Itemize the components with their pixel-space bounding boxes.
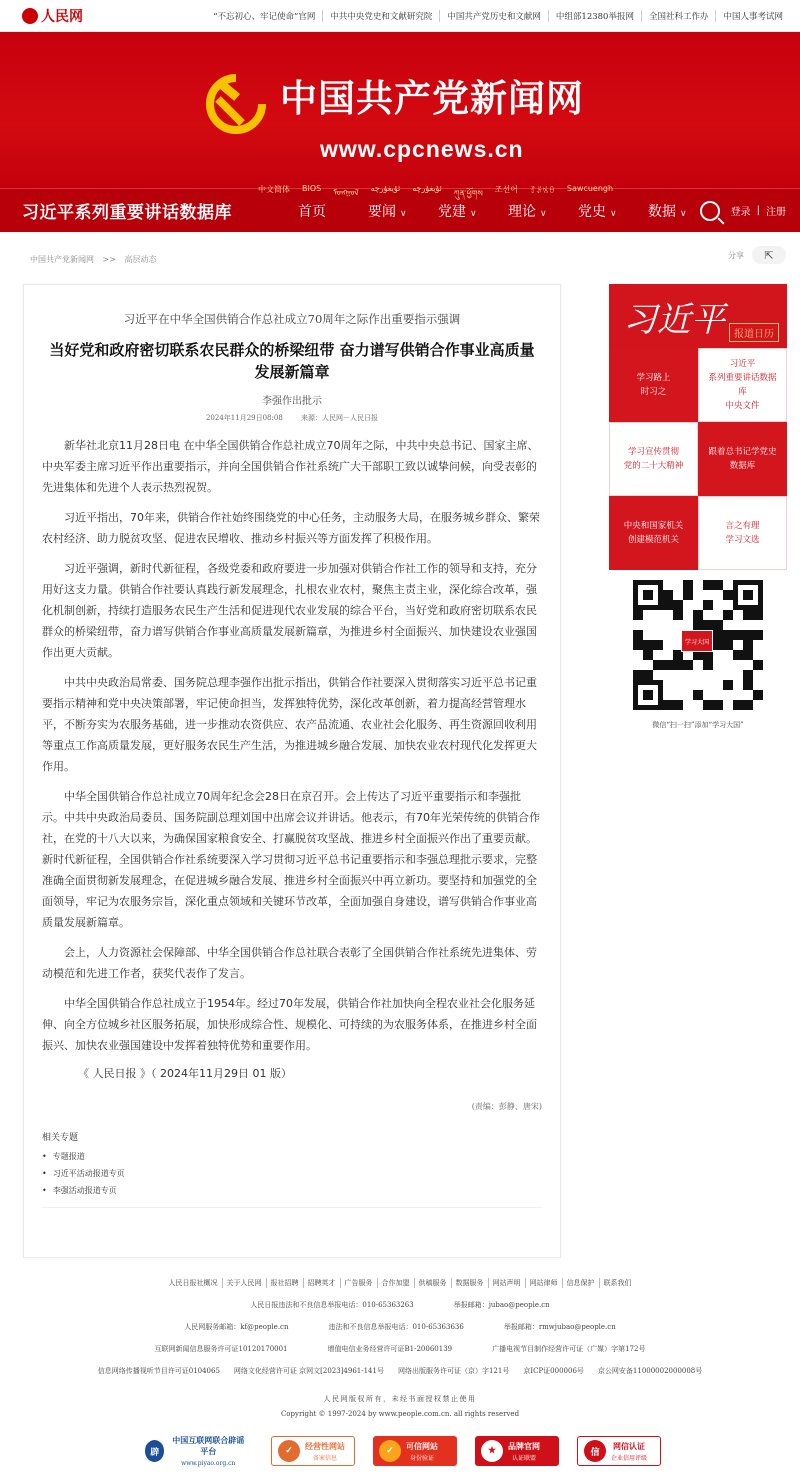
badge-icon: ★: [481, 1440, 503, 1462]
qr-module: [723, 600, 733, 610]
report-calendar-banner[interactable]: [609, 284, 787, 348]
party-emblem-icon: [204, 72, 268, 136]
qr-module: [753, 620, 763, 630]
qr-module: [693, 660, 703, 670]
breadcrumb-current[interactable]: 高层动态: [124, 255, 157, 264]
qr-module: [683, 680, 693, 690]
topic-tile[interactable]: [609, 496, 698, 570]
qr-module: [683, 580, 693, 590]
qr-finder: [733, 580, 763, 610]
qr-module: [713, 700, 723, 710]
topic-label: 习近平 系列重要讲话数据库 中央文件: [708, 359, 777, 411]
qr-module: [683, 600, 693, 610]
qr-module: [743, 700, 753, 710]
top-link[interactable]: 中国共产党历史和文献网: [439, 10, 548, 22]
top-links: [206, 10, 790, 22]
qr-module: [703, 600, 713, 610]
qr-module: [713, 590, 723, 600]
qr-module: [713, 580, 723, 590]
copyright-line: Copyright © 1997-2024 by www.people.com.cn. all rights reserved: [280, 1410, 520, 1418]
language-link[interactable]: 조선어: [494, 185, 518, 194]
illegal-mail: 举报邮箱：rmwjubao@people.cn: [503, 1323, 616, 1331]
qr-module: [743, 620, 753, 630]
banner-calligraphy: 习近平: [623, 300, 725, 340]
footer-link[interactable]: 供稿服务: [414, 1278, 451, 1288]
footer-link[interactable]: 合作加盟: [377, 1278, 414, 1288]
banner-tag: 报道日历: [729, 323, 779, 342]
badge-icon: 辟: [145, 1440, 164, 1462]
qr-module: [653, 670, 663, 680]
chevron-down-icon: ∨: [540, 208, 547, 219]
service-mail: 人民网服务邮箱：kf@people.cn: [184, 1323, 289, 1331]
qr-module: [753, 610, 763, 620]
footer-links: [0, 1278, 800, 1288]
nav-label: 数据: [648, 203, 676, 220]
qr-module: [723, 700, 733, 710]
badge-name: 可信网站: [406, 1440, 438, 1451]
divider: [42, 1207, 542, 1208]
top-bar: [0, 0, 800, 32]
qr-module: [733, 640, 743, 650]
article-subtitle: 李强作出批示: [262, 396, 322, 407]
footer-link[interactable]: 数据服务: [451, 1278, 488, 1288]
footer-license-row: [0, 1344, 800, 1354]
qr-module: [753, 670, 763, 680]
site-url: www.cpcnews.cn: [320, 136, 524, 162]
qr-module: [643, 640, 653, 650]
qr-module: [663, 590, 673, 600]
qr-module: [663, 650, 673, 660]
cac-badge[interactable]: [577, 1436, 661, 1466]
footer: [0, 1278, 800, 1466]
language-links: [258, 184, 613, 207]
qr-finder: [633, 680, 663, 710]
language-link[interactable]: BIOS: [302, 184, 322, 193]
qr-module: [723, 670, 733, 680]
qr-module: [743, 680, 753, 690]
qr-module: [743, 650, 753, 660]
qr-module: [683, 670, 693, 680]
qr-module: [673, 610, 683, 620]
qr-module: [733, 630, 743, 640]
breadcrumb: [30, 254, 157, 265]
language-link[interactable]: ꆈꌠꁱꂷ: [529, 186, 555, 195]
badge-sub: 备案信息: [312, 1454, 337, 1462]
qr-module: [673, 680, 683, 690]
share-button[interactable]: [752, 246, 786, 264]
qr-module: [753, 660, 763, 670]
qr-module: [753, 630, 763, 640]
qr-module: [663, 610, 673, 620]
logo-text: 人民网: [41, 8, 83, 25]
qr-module: [753, 640, 763, 650]
article-pretitle: 习近平在中华全国供销合作总社成立70周年之际作出重要指示强调: [123, 312, 461, 326]
qr-module: [713, 620, 723, 630]
qr-module: [643, 670, 653, 680]
qr-module: [753, 700, 763, 710]
qr-module: [673, 590, 683, 600]
qr-module: [693, 670, 703, 680]
qr-module: [673, 690, 683, 700]
footer-link[interactable]: 招聘英才: [303, 1278, 340, 1288]
footer-service-row: [0, 1322, 800, 1332]
qr-module: [653, 660, 663, 670]
qr-module: [683, 620, 693, 630]
chevron-down-icon: ∨: [680, 208, 687, 219]
footer-link[interactable]: 广告服务: [340, 1278, 377, 1288]
qr-module: [673, 660, 683, 670]
site-title: 中国共产党新闻网: [280, 77, 584, 120]
qr-module: [693, 580, 703, 590]
qr-module: [733, 700, 743, 710]
qr-module: [733, 690, 743, 700]
qr-module: [713, 600, 723, 610]
qr-module: [663, 580, 673, 590]
qr-module: [733, 610, 743, 620]
qr-module: [683, 660, 693, 670]
badge-icon: ✓: [278, 1440, 300, 1462]
qr-module: [743, 690, 753, 700]
qr-module: [633, 650, 643, 660]
qr-module: [633, 640, 643, 650]
related-list: [42, 1148, 542, 1199]
report-phone: 人民日报违法和不良信息举报电话：010-65363263: [250, 1301, 414, 1309]
license: 增值电信业务经营许可证B1-20060139: [327, 1345, 453, 1353]
login-link[interactable]: 登录: [730, 207, 751, 218]
copyright-notice: 人民网版权所有，未经书面授权禁止使用: [323, 1395, 477, 1403]
topic-label: 学习路上 时习之: [636, 373, 671, 397]
qr-module: [723, 620, 733, 630]
qr-module: [713, 610, 723, 620]
top-link[interactable]: 中国人事考试网: [715, 10, 790, 22]
nav-label: 党史: [578, 203, 606, 220]
qr-module: [653, 650, 663, 660]
qr-module: [693, 690, 703, 700]
topic-tile[interactable]: [698, 496, 787, 570]
qr-module: [703, 670, 713, 680]
qr-module: [743, 610, 753, 620]
trusted-site-badge[interactable]: [373, 1436, 457, 1466]
qr-module: [703, 590, 713, 600]
qr-module: [723, 610, 733, 620]
qr-module: [713, 640, 723, 650]
chevron-down-icon: ∨: [400, 208, 407, 219]
illegal-phone: 违法和不良信息举报电话：010-65363636: [328, 1323, 464, 1331]
qr-finder: [633, 580, 663, 610]
footer-license-row: [0, 1366, 800, 1376]
search-icon[interactable]: [700, 201, 720, 221]
qr-module: [723, 680, 733, 690]
footer-link[interactable]: 人民日报社概况: [168, 1279, 218, 1287]
nav-tools: [700, 201, 800, 221]
qr-module: [703, 680, 713, 690]
share-label: 分享: [728, 250, 744, 260]
top-link[interactable]: 中组部12380举报网: [548, 10, 641, 22]
top-link[interactable]: 全国社科工作办: [641, 10, 716, 22]
qr-code-icon: [633, 580, 763, 710]
article-paragraph: 新华社北京11月28日电 在中华全国供销合作总社成立70周年之际，中共中央总书记、国家主席、中央军委主席习近平作出重要指示，并向全国供销合作社系统广大干部职工致以诚挚问候，向受表彰的先进集体和先进个人表示热烈祝贺。: [42, 439, 539, 494]
qr-module: [633, 630, 643, 640]
article-title: 当好党和政府密切联系农民群众的桥梁纽带 奋力谱写供销合作事业高质量发展新篇章: [49, 341, 535, 381]
trust-badges: [0, 1436, 800, 1466]
article-date: 2024年11月29日08:08: [205, 414, 283, 422]
qr-module: [703, 700, 713, 710]
badge-name: 品牌官网: [508, 1440, 540, 1451]
qr-module: [723, 660, 733, 670]
footer-link[interactable]: 报社招聘: [266, 1278, 303, 1288]
qr-module: [673, 670, 683, 680]
qr-caption: 微信“扫一扫”添加“学习大国”: [652, 721, 744, 729]
article-body: [42, 435, 542, 1056]
license: 网络文化经营许可证 京网文[2023]4961-141号: [233, 1367, 384, 1375]
breadcrumb-separator: >>: [102, 255, 116, 264]
footer-link[interactable]: 联系我们: [599, 1278, 636, 1288]
qr-module: [663, 700, 673, 710]
language-link[interactable]: 中文简体: [258, 185, 290, 194]
qr-module: [703, 580, 713, 590]
qr-module: [633, 620, 643, 630]
article: [23, 284, 561, 1258]
top-link[interactable]: 中共中央党史和文献研究院: [322, 10, 439, 22]
qr-center-logo: 学习大国: [681, 630, 713, 652]
nav-item-data[interactable]: [628, 201, 698, 221]
qr-module: [663, 630, 673, 640]
article-paragraph: 中华全国供销合作总社成立于1954年。经过70年发展，供销合作社加快向全程农业社会化服务延伸、向全方位城乡社区服务拓展，加快形成综合性、规模化、可持续的为农服务体系，在推进乡村全面振兴、加快农业强国建设中发挥着独特优势和重要作用。: [42, 997, 537, 1052]
qr-module: [683, 700, 693, 710]
related-topics: [42, 1130, 542, 1208]
qr-module: [673, 600, 683, 610]
qr-module: [663, 690, 673, 700]
qr-module: [723, 590, 733, 600]
article-paragraph: 中华全国供销合作总社成立70周年纪念会28日在京召开。会上传达了习近平重要指示和李强批示。中共中央政治局委员、国务院副总理刘国中出席会议并讲话。他表示，有70年光荣传统的供销合作社，在党的十八大以来，为确保国家粮食安全、打赢脱贫攻坚战、推进乡村全面振兴作出了重要贡献。新时代新征程，全国供销合作社系统要深入学习贯彻习近平总书记重要指示和李强总理批示要求，完整准确全面贯彻新发展理念，在促进城乡融合发展、推进乡村全面振兴中再立新功。要坚持和加强党的全面领导，牢记为农服务宗旨，深化重点领域和关键环节改革，全面加强自身建设，谱写供销合作事业高质量发展新篇章。: [42, 790, 540, 929]
footer-link[interactable]: 关于人民网: [222, 1278, 266, 1288]
badge-name: 经营性网站: [305, 1440, 345, 1451]
license: 互联网新闻信息服务许可证10120170001: [154, 1345, 288, 1353]
breadcrumb-bar: [0, 232, 800, 284]
qr-module: [643, 610, 653, 620]
qr-module: [673, 700, 683, 710]
badge-sub: 身份验证: [409, 1454, 434, 1462]
language-link[interactable]: ཀུན་ཕྱོགས: [453, 189, 483, 198]
related-link[interactable]: • 李强活动报道专页: [42, 1182, 542, 1199]
share-area: [728, 246, 786, 264]
qr-module: [753, 650, 763, 660]
qr-module: [723, 630, 733, 640]
qr-module: [653, 610, 663, 620]
site-banner: [0, 32, 800, 198]
qr-module: [663, 640, 673, 650]
topic-label: 中央和国家机关 创建模范机关: [623, 521, 684, 545]
qr-module: [753, 680, 763, 690]
qr-module: [663, 660, 673, 670]
topic-tile[interactable]: [698, 422, 787, 496]
nav-label: 理论: [508, 203, 536, 220]
qr-module: [723, 650, 733, 660]
qr-module: [693, 600, 703, 610]
badge-sub: 认证联盟: [511, 1454, 536, 1462]
article-paragraph: 中共中央政治局常委、国务院总理李强作出批示指出，供销合作社要深入贯彻落实习近平总书记重要指示精神和党中央决策部署，牢记使命担当，发挥独特优势，深化改革创新，着力提高经营管理水平，不断夯实为农服务基础，进一步推动农资供应、农产品流通、农业社会化服务、再生资源回收利用等重点工作高质量发展，更好服务农民生产生活，为推进城乡融合发展、加快农业农村现代化发挥更大作用。: [42, 676, 537, 773]
license: 网络出版服务许可证（京）字121号: [397, 1367, 510, 1375]
topic-tile[interactable]: [609, 422, 698, 496]
qr-module: [663, 670, 673, 680]
piyao-badge[interactable]: [139, 1436, 253, 1466]
qr-module: [693, 700, 703, 710]
related-link[interactable]: • 习近平活动报道专页: [42, 1165, 542, 1182]
footer-link[interactable]: 信息保护: [562, 1278, 599, 1288]
topic-label: 言之有理 学习文选: [725, 521, 760, 545]
footer-link[interactable]: 网站声明: [488, 1278, 525, 1288]
related-link[interactable]: • 专题报道: [42, 1148, 542, 1165]
qr-module: [643, 620, 653, 630]
qr-module: [683, 590, 693, 600]
qr-module: [693, 610, 703, 620]
language-link[interactable]: ᠮᠣᠩᠭᠣᠯ: [333, 188, 359, 197]
print-source: 《 人民日报 》（ 2024年11月29日 01 版）: [78, 1067, 292, 1080]
qr-module: [683, 610, 693, 620]
nav-label: 党建: [438, 203, 466, 220]
qr-module: [713, 670, 723, 680]
qr-module: [673, 580, 683, 590]
register-link[interactable]: 注册: [766, 207, 786, 218]
sidebar: [609, 284, 787, 738]
article-source: 来源：人民网－人民日报: [301, 414, 379, 422]
qr-module: [723, 580, 733, 590]
qr-module: [703, 660, 713, 670]
badge-icon: 信: [584, 1440, 606, 1462]
qr-module: [633, 670, 643, 680]
badge-icon: ✓: [379, 1440, 401, 1462]
qr-module: [663, 620, 673, 630]
report-mail: 举报邮箱：jubao@people.cn: [453, 1301, 550, 1309]
qr-module: [633, 660, 643, 670]
qr-module: [643, 630, 653, 640]
badge-sub: www.piyao.org.cn: [181, 1460, 236, 1467]
article-paragraph: 习近平指出，70年来，供销合作社始终围绕党的中心任务，主动服务大局，在服务城乡群众、繁荣农村经济、助力脱贫攻坚、促进农民增收、推动乡村振兴等方面发挥了积极作用。: [42, 511, 540, 545]
license: 信息网络传播视听节目许可证0104065: [97, 1367, 220, 1375]
topic-label: 学习宣传贯彻 党的二十大精神: [623, 447, 684, 471]
people-logo[interactable]: [22, 6, 83, 26]
qr-module: [733, 620, 743, 630]
qr-module: [723, 690, 733, 700]
chevron-down-icon: ∨: [470, 208, 477, 219]
logo-mark-icon: [22, 8, 38, 24]
qr-module: [643, 660, 653, 670]
qr-module: [743, 630, 753, 640]
article-paragraph: 习近平强调，新时代新征程，各级党委和政府要进一步加强对供销合作社工作的领导和支持，充分用好这支力量。供销合作社要认真践行新发展理念，扎根农业农村，聚焦主责主业，深化综合改革，强化机制创新，持续打造服务农民生产生活和促进现代农业发展的综合平台，当好党和政府密切联系农民群众的桥梁纽带，奋力谱写供销合作事业高质量发展新篇章，为推进乡村全面振兴、加快建设农业强国作出更大贡献。: [42, 562, 537, 659]
qr-module: [693, 620, 703, 630]
qr-module: [703, 610, 713, 620]
qr-module: [713, 690, 723, 700]
article-meta: [42, 413, 542, 423]
qr-module: [693, 590, 703, 600]
topic-grid: [609, 348, 787, 570]
article-editor: (责编：彭静、唐宋): [471, 1102, 542, 1111]
qr-module: [743, 660, 753, 670]
badge-sub: 企业信用评级: [611, 1454, 648, 1462]
qr-module: [633, 610, 643, 620]
article-paragraph: 会上，人力资源社会保障部、中华全国供销合作总社联合表彰了全国供销合作社系统先进集体、劳动模范和先进工作者，获奖代表作了发言。: [42, 946, 537, 980]
qr-box: [609, 580, 787, 738]
share-icon: ⇱: [764, 248, 774, 262]
nav-label: 首页: [298, 203, 326, 220]
language-link[interactable]: Sawcuengh: [566, 184, 614, 193]
related-title: 相关专题: [42, 1133, 79, 1143]
qr-module: [653, 620, 663, 630]
qr-module: [713, 680, 723, 690]
qr-module: [703, 620, 713, 630]
nav-divider: |: [756, 205, 760, 216]
topic-tile[interactable]: [698, 348, 787, 422]
topic-tile[interactable]: [609, 348, 698, 422]
language-link[interactable]: ئۇيغۇرچە: [370, 184, 401, 193]
icp-badge[interactable]: [271, 1436, 355, 1466]
badge-name: 中国互联网联合辟谣平台: [172, 1435, 245, 1456]
qr-module: [713, 650, 723, 660]
qr-module: [733, 650, 743, 660]
qr-module: [653, 640, 663, 650]
qr-module: [743, 670, 753, 680]
topic-label: 跟着总书记学党史 数据库: [708, 447, 777, 471]
qr-module: [723, 640, 733, 650]
qr-module: [703, 690, 713, 700]
series-database-link[interactable]: 习近平系列重要讲话数据库: [22, 203, 232, 223]
qr-module: [733, 660, 743, 670]
badge-name: 网信认证: [613, 1440, 645, 1451]
qr-module: [753, 690, 763, 700]
qr-module: [713, 660, 723, 670]
qr-module: [673, 620, 683, 630]
top-link[interactable]: “不忘初心、牢记使命”官网: [213, 11, 316, 22]
qr-module: [713, 630, 723, 640]
qr-module: [693, 680, 703, 690]
qr-module: [733, 680, 743, 690]
breadcrumb-home[interactable]: 中国共产党新闻网: [30, 255, 94, 264]
qr-module: [653, 630, 663, 640]
qr-module: [733, 670, 743, 680]
qr-module: [743, 640, 753, 650]
nav-label: 要闻: [368, 203, 396, 220]
language-link[interactable]: ئۇيغۇرچە: [412, 184, 442, 193]
footer-report-row: [0, 1300, 800, 1310]
license: 京ICP证000006号: [523, 1367, 584, 1375]
brand-badge[interactable]: [475, 1436, 559, 1466]
qr-module: [683, 690, 693, 700]
chevron-down-icon: ∨: [610, 208, 617, 219]
license: 京公网安备11000002000008号: [597, 1367, 703, 1375]
license: 广播电视节目制作经营许可证（广媒）字第172号: [492, 1345, 646, 1353]
qr-module: [663, 600, 673, 610]
qr-module: [643, 650, 653, 660]
footer-link[interactable]: 网站律师: [525, 1278, 562, 1288]
qr-module: [663, 680, 673, 690]
